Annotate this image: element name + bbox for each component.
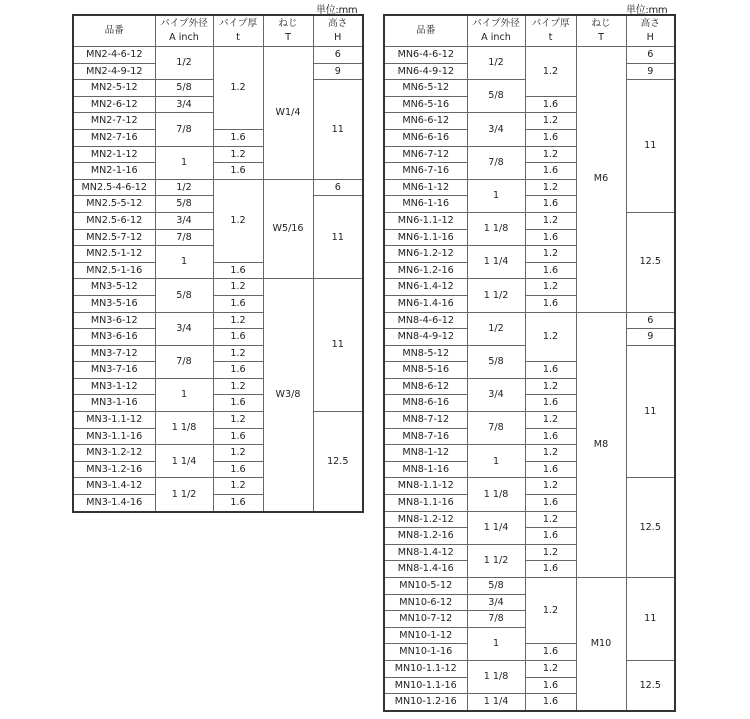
thread-cell: M8: [576, 312, 626, 578]
pipe-diameter-cell: 7/8: [467, 412, 525, 445]
header-pipe-outer-diameter: [467, 15, 525, 47]
part-number-cell: MN6-4-9-12: [384, 63, 467, 80]
spec-table-left: [72, 14, 364, 513]
thickness-cell: 1.2: [213, 478, 263, 495]
pipe-diameter-cell: 3/4: [155, 96, 213, 113]
part-number-cell: MN3-1.1-12: [73, 412, 155, 429]
thickness-cell: 1.6: [525, 395, 576, 412]
part-number-cell: MN2-5-12: [73, 80, 155, 97]
part-number-cell: MN2-1-12: [73, 146, 155, 163]
pipe-diameter-cell: 1/2: [155, 47, 213, 80]
thickness-cell: 1.2: [525, 146, 576, 163]
height-cell: 6: [313, 47, 363, 64]
height-cell: 6: [626, 47, 675, 64]
table-row: [384, 47, 675, 64]
part-number-cell: MN2.5-1-12: [73, 246, 155, 263]
part-number-cell: MN10-1-16: [384, 644, 467, 661]
part-number-cell: MN6-1.4-16: [384, 295, 467, 312]
thickness-cell: 1.2: [525, 478, 576, 495]
part-number-cell: MN6-1.4-12: [384, 279, 467, 296]
pipe-diameter-cell: 1 1/8: [467, 478, 525, 511]
header-pipe-outer-diameter: [155, 15, 213, 47]
thickness-cell: 1.6: [213, 461, 263, 478]
pipe-diameter-cell: 1 1/8: [467, 660, 525, 693]
height-cell: 9: [313, 63, 363, 80]
pipe-diameter-cell: 7/8: [467, 611, 525, 628]
part-number-cell: MN6-6-12: [384, 113, 467, 130]
table-row: [384, 578, 675, 595]
pipe-diameter-cell: 5/8: [467, 345, 525, 378]
part-number-cell: MN6-1.2-16: [384, 262, 467, 279]
pipe-diameter-cell: 1: [467, 179, 525, 212]
part-number-cell: MN3-5-12: [73, 279, 155, 296]
thread-cell: W3/8: [263, 279, 313, 512]
pipe-diameter-cell: 5/8: [467, 80, 525, 113]
header-label: パイプ外径: [160, 18, 208, 29]
thickness-cell: 1.2: [525, 578, 576, 644]
thickness-cell: 1.2: [213, 445, 263, 462]
thickness-cell: 1.6: [525, 677, 576, 694]
part-number-cell: MN6-1.1-12: [384, 212, 467, 229]
pipe-diameter-cell: 7/8: [155, 113, 213, 146]
unit-label: 単位:mm: [626, 5, 668, 16]
thickness-cell: 1.2: [525, 47, 576, 97]
part-number-cell: MN10-1-12: [384, 627, 467, 644]
header-label: 品番: [104, 25, 124, 36]
thickness-cell: 1.2: [213, 412, 263, 429]
pipe-diameter-cell: 7/8: [155, 229, 213, 246]
part-number-cell: MN8-5-12: [384, 345, 467, 362]
thickness-cell: 1.6: [213, 295, 263, 312]
header-thread: [576, 15, 626, 47]
pipe-diameter-cell: 3/4: [467, 594, 525, 611]
height-cell: 9: [626, 63, 675, 80]
pipe-diameter-cell: 1 1/4: [467, 246, 525, 279]
height-cell: 12.5: [626, 660, 675, 710]
thickness-cell: 1.6: [213, 428, 263, 445]
part-number-cell: MN3-7-12: [73, 345, 155, 362]
table-row: [73, 179, 363, 196]
height-cell: 12.5: [313, 412, 363, 512]
pipe-diameter-cell: 1: [467, 627, 525, 660]
height-cell: 12.5: [626, 478, 675, 578]
unit-label: 単位:mm: [316, 5, 358, 16]
thickness-cell: 1.2: [213, 345, 263, 362]
table-row: [384, 312, 675, 329]
part-number-cell: MN3-1.1-16: [73, 428, 155, 445]
header-part-number: [73, 15, 155, 47]
header-label: パイプ厚: [531, 18, 570, 29]
pipe-diameter-cell: 1/2: [467, 312, 525, 345]
header-row: [384, 15, 675, 47]
header-pipe-thickness: [213, 15, 263, 47]
part-number-cell: MN8-1.2-16: [384, 528, 467, 545]
part-number-cell: MN8-7-16: [384, 428, 467, 445]
part-number-cell: MN3-7-16: [73, 362, 155, 379]
pipe-diameter-cell: 1 1/8: [155, 412, 213, 445]
height-cell: 6: [313, 179, 363, 196]
height-cell: 11: [626, 578, 675, 661]
thickness-cell: 1.2: [213, 47, 263, 130]
header-symbol: A inch: [169, 32, 199, 43]
header-label: パイプ厚: [218, 18, 258, 29]
part-number-cell: MN8-1-16: [384, 461, 467, 478]
pipe-diameter-cell: 5/8: [155, 80, 213, 97]
thickness-cell: 1.6: [525, 295, 576, 312]
part-number-cell: MN6-1.2-12: [384, 246, 467, 263]
part-number-cell: MN3-6-16: [73, 329, 155, 346]
thickness-cell: 1.6: [525, 461, 576, 478]
part-number-cell: MN10-6-12: [384, 594, 467, 611]
header-symbol: H: [334, 32, 342, 43]
header-symbol: H: [646, 32, 654, 43]
thickness-cell: 1.2: [213, 312, 263, 329]
pipe-diameter-cell: 1: [155, 146, 213, 179]
part-number-cell: MN3-1.2-16: [73, 461, 155, 478]
part-number-cell: MN10-1.2-16: [384, 694, 467, 711]
header-height: [626, 15, 675, 47]
height-cell: 11: [313, 80, 363, 180]
part-number-cell: MN3-1-16: [73, 395, 155, 412]
part-number-cell: MN3-1.4-12: [73, 478, 155, 495]
part-number-cell: MN2-7-16: [73, 129, 155, 146]
part-number-cell: MN3-5-16: [73, 295, 155, 312]
part-number-cell: MN8-1.4-12: [384, 544, 467, 561]
header-symbol: t: [548, 32, 553, 43]
part-number-cell: MN2.5-5-12: [73, 196, 155, 213]
pipe-diameter-cell: 3/4: [467, 378, 525, 411]
thickness-cell: 1.6: [525, 96, 576, 113]
part-number-cell: MN8-1.2-12: [384, 511, 467, 528]
part-number-cell: MN8-6-16: [384, 395, 467, 412]
part-number-cell: MN3-1-12: [73, 378, 155, 395]
part-number-cell: MN2-4-6-12: [73, 47, 155, 64]
part-number-cell: MN8-6-12: [384, 378, 467, 395]
pipe-diameter-cell: 3/4: [155, 212, 213, 229]
part-number-cell: MN8-1.4-16: [384, 561, 467, 578]
header-label: パイプ外径: [472, 18, 520, 29]
thickness-cell: 1.6: [213, 495, 263, 512]
table-row: [73, 279, 363, 296]
table-row: [73, 47, 363, 64]
part-number-cell: MN2.5-6-12: [73, 212, 155, 229]
thickness-cell: 1.6: [525, 561, 576, 578]
part-number-cell: MN10-1.1-16: [384, 677, 467, 694]
thickness-cell: 1.2: [525, 312, 576, 362]
part-number-cell: MN2-7-12: [73, 113, 155, 130]
thickness-cell: 1.6: [525, 163, 576, 180]
part-number-cell: MN8-4-6-12: [384, 312, 467, 329]
thickness-cell: 1.2: [525, 279, 576, 296]
thickness-cell: 1.2: [525, 544, 576, 561]
header-thread: [263, 15, 313, 47]
header-label: ねじ: [591, 18, 611, 29]
part-number-cell: MN8-1.1-12: [384, 478, 467, 495]
part-number-cell: MN10-7-12: [384, 611, 467, 628]
part-number-cell: MN6-7-12: [384, 146, 467, 163]
pipe-diameter-cell: 3/4: [155, 312, 213, 345]
header-pipe-thickness: [525, 15, 576, 47]
table-row: [384, 660, 675, 677]
pipe-diameter-cell: 1: [155, 246, 213, 279]
pipe-diameter-cell: 5/8: [467, 578, 525, 595]
pipe-diameter-cell: 1 1/2: [467, 544, 525, 577]
thickness-cell: 1.6: [525, 229, 576, 246]
part-number-cell: MN2-6-12: [73, 96, 155, 113]
header-symbol: T: [598, 32, 604, 43]
part-number-cell: MN2.5-1-16: [73, 262, 155, 279]
pipe-diameter-cell: 1 1/2: [155, 478, 213, 512]
part-number-cell: MN6-6-16: [384, 129, 467, 146]
part-number-cell: MN3-6-12: [73, 312, 155, 329]
part-number-cell: MN2.5-7-12: [73, 229, 155, 246]
pipe-diameter-cell: 7/8: [467, 146, 525, 179]
part-number-cell: MN6-1.1-16: [384, 229, 467, 246]
header-symbol: t: [236, 32, 240, 43]
spec-table-right: [383, 14, 676, 712]
table-row: [73, 412, 363, 429]
height-cell: 11: [626, 345, 675, 478]
thickness-cell: 1.6: [213, 362, 263, 379]
part-number-cell: MN6-7-16: [384, 163, 467, 180]
header-label: ねじ: [278, 18, 298, 29]
height-cell: 12.5: [626, 212, 675, 312]
thickness-cell: 1.2: [525, 113, 576, 130]
thickness-cell: 1.6: [525, 694, 576, 711]
thickness-cell: 1.2: [525, 412, 576, 429]
thickness-cell: 1.6: [525, 495, 576, 512]
pipe-diameter-cell: 5/8: [155, 279, 213, 312]
thickness-cell: 1.2: [213, 378, 263, 395]
part-number-cell: MN6-4-6-12: [384, 47, 467, 64]
height-cell: 9: [626, 329, 675, 346]
pipe-diameter-cell: 1: [467, 445, 525, 478]
pipe-diameter-cell: 3/4: [467, 113, 525, 146]
header-height: [313, 15, 363, 47]
thickness-cell: 1.6: [213, 163, 263, 180]
part-number-cell: MN6-5-12: [384, 80, 467, 97]
height-cell: 6: [626, 312, 675, 329]
thickness-cell: 1.2: [525, 511, 576, 528]
pipe-diameter-cell: 7/8: [155, 345, 213, 378]
height-cell: 11: [626, 80, 675, 213]
thickness-cell: 1.2: [525, 212, 576, 229]
thickness-cell: 1.6: [213, 395, 263, 412]
thickness-cell: 1.6: [525, 644, 576, 661]
height-cell: 11: [313, 279, 363, 412]
thickness-cell: 1.6: [213, 129, 263, 146]
header-symbol: T: [285, 32, 291, 43]
thickness-cell: 1.2: [213, 146, 263, 163]
thickness-cell: 1.6: [525, 428, 576, 445]
part-number-cell: MN2-1-16: [73, 163, 155, 180]
part-number-cell: MN3-1.4-16: [73, 495, 155, 512]
part-number-cell: MN8-1-12: [384, 445, 467, 462]
pipe-diameter-cell: 1/2: [467, 47, 525, 80]
thickness-cell: 1.2: [213, 279, 263, 296]
thickness-cell: 1.2: [525, 246, 576, 263]
thickness-cell: 1.2: [525, 660, 576, 677]
thickness-cell: 1.2: [525, 179, 576, 196]
table-row: [384, 478, 675, 495]
thickness-cell: 1.2: [213, 179, 263, 262]
part-number-cell: MN3-1.2-12: [73, 445, 155, 462]
pipe-diameter-cell: 1 1/4: [467, 694, 525, 711]
part-number-cell: MN6-1-16: [384, 196, 467, 213]
thickness-cell: 1.6: [525, 362, 576, 379]
thickness-cell: 1.6: [525, 528, 576, 545]
thread-cell: M6: [576, 47, 626, 313]
header-label: 高さ: [640, 18, 660, 29]
thread-cell: W1/4: [263, 47, 313, 180]
part-number-cell: MN8-4-9-12: [384, 329, 467, 346]
thickness-cell: 1.6: [525, 129, 576, 146]
thickness-cell: 1.6: [213, 262, 263, 279]
part-number-cell: MN2.5-4-6-12: [73, 179, 155, 196]
header-row: [73, 15, 363, 47]
pipe-diameter-cell: 5/8: [155, 196, 213, 213]
pipe-diameter-cell: 1: [155, 378, 213, 411]
thickness-cell: 1.6: [213, 329, 263, 346]
part-number-cell: MN10-5-12: [384, 578, 467, 595]
thread-cell: M10: [576, 578, 626, 711]
part-number-cell: MN8-7-12: [384, 412, 467, 429]
part-number-cell: MN6-5-16: [384, 96, 467, 113]
header-label: 高さ: [328, 18, 348, 29]
table-row: [384, 212, 675, 229]
part-number-cell: MN10-1.1-12: [384, 660, 467, 677]
pipe-diameter-cell: 1/2: [155, 179, 213, 196]
height-cell: 11: [313, 196, 363, 279]
thickness-cell: 1.6: [525, 262, 576, 279]
pipe-diameter-cell: 1 1/4: [467, 511, 525, 544]
header-label: 品番: [416, 25, 436, 36]
pipe-diameter-cell: 1 1/4: [155, 445, 213, 478]
thickness-cell: 1.6: [525, 196, 576, 213]
part-number-cell: MN2-4-9-12: [73, 63, 155, 80]
part-number-cell: MN8-1.1-16: [384, 495, 467, 512]
header-part-number: [384, 15, 467, 47]
thickness-cell: 1.2: [525, 378, 576, 395]
thread-cell: W5/16: [263, 179, 313, 279]
header-symbol: A inch: [481, 32, 511, 43]
part-number-cell: MN8-5-16: [384, 362, 467, 379]
part-number-cell: MN6-1-12: [384, 179, 467, 196]
thickness-cell: 1.2: [525, 445, 576, 462]
pipe-diameter-cell: 1 1/2: [467, 279, 525, 312]
pipe-diameter-cell: 1 1/8: [467, 212, 525, 245]
